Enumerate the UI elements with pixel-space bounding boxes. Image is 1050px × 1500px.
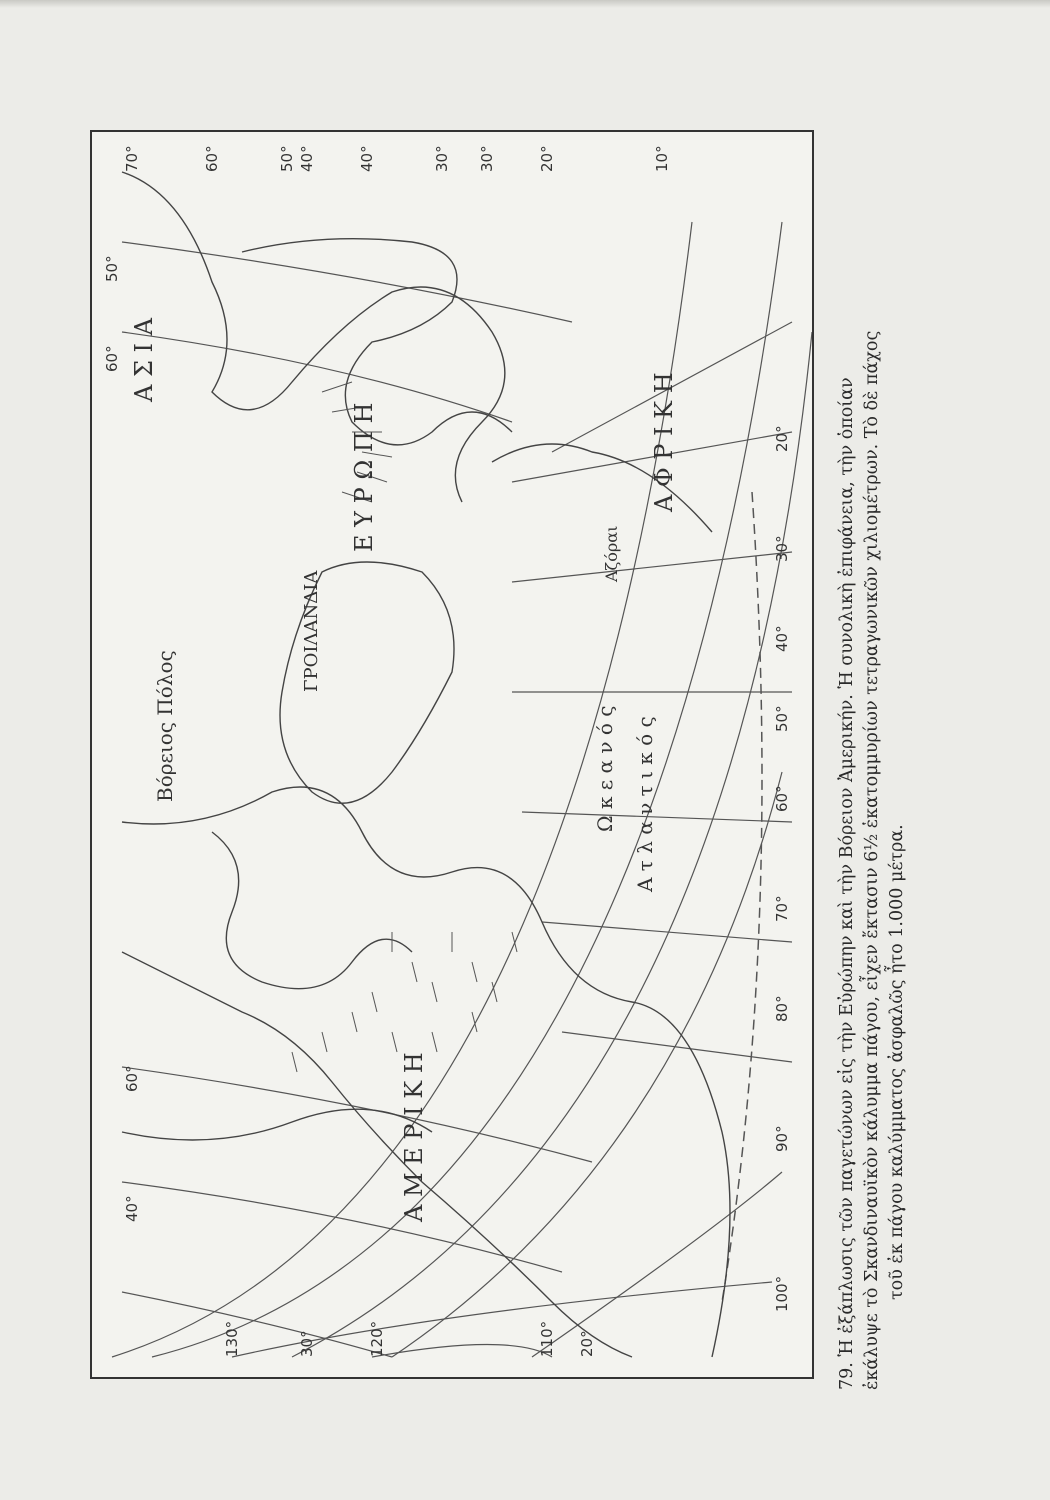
lon-label: 30°: [773, 535, 791, 562]
latitude-arcs: [112, 222, 812, 1357]
lon-label: 50°: [103, 255, 121, 282]
coast-hudson: [122, 1109, 432, 1140]
lon-label: 90°: [773, 1125, 791, 1152]
map-drawing: [92, 132, 812, 1377]
lat-label: 40°: [123, 1195, 141, 1222]
lon-label: 80°: [773, 995, 791, 1022]
lon-label: 50°: [773, 705, 791, 732]
lon-label: 20°: [773, 425, 791, 452]
lon-line-9: [562, 1032, 792, 1062]
longitude-lines: [122, 242, 792, 1357]
lon-line-1: [122, 242, 572, 322]
label-america: Α Μ Ε Ρ Ι Κ Η: [400, 1052, 428, 1222]
label-africa: Α Φ Ρ Ι Κ Η: [650, 372, 678, 512]
label-north-pole: Βόρειος Πόλος: [153, 650, 177, 802]
page-edge: [0, 0, 1050, 8]
glacier-map: [90, 130, 814, 1379]
lon-label: 60°: [103, 345, 121, 372]
lat-label: 60°: [123, 1065, 141, 1092]
lon-line-11: [122, 1182, 562, 1272]
lon-line-8: [542, 922, 792, 942]
label-greenland: ΓΡΟΙΛΑΝΔΙΑ: [301, 570, 322, 692]
lat-label: 40°: [298, 145, 316, 172]
arc-lat-3: [392, 772, 782, 1357]
arc-lat-1: [152, 222, 782, 1357]
lon-line-10: [122, 1067, 592, 1162]
coast-africa: [492, 444, 712, 532]
label-europe: Ε Υ Ρ Ω Π Η: [350, 402, 378, 552]
label-ocean-1: Α τ λ α ν τ ι κ ό ς: [633, 716, 657, 892]
lat-label: 30°: [433, 145, 451, 172]
lon-line-13: [372, 1345, 552, 1358]
lon-line-7: [522, 812, 792, 822]
coast-america-west: [122, 952, 632, 1357]
coast-europe: [122, 172, 505, 502]
ice-flow-arrows: [292, 382, 517, 1072]
lon-line-2: [122, 332, 512, 422]
caption-line-1: 79. Ἡ ἐξάπλωσις τῶν παγετώνων εἰς τὴν Εὐρώπην καὶ τὴν Βόρειον Ἀμερικήν. Ἡ συνολικὴ ἐπιφάνεια, τὴν ὁποίαν: [837, 377, 857, 1390]
label-ocean-2: Ω κ ε α ν ό ς: [593, 705, 617, 832]
label-azores: Αζόραι: [602, 525, 621, 582]
caption-line-3: τοῦ ἐκ πάγου καλύμματος ἀσφαλῶς ἦτο 1.000 μέτρα.: [887, 824, 907, 1300]
label-asia: Α Σ Ι Α: [130, 318, 158, 402]
lon-label: 120°: [368, 1320, 386, 1357]
lon-label: 100°: [773, 1275, 791, 1312]
lon-label: 110°: [538, 1320, 556, 1357]
lat-label: 50°: [278, 145, 296, 172]
lon-label: 60°: [773, 785, 791, 812]
lat-label: 10°: [653, 145, 671, 172]
arrows-america: [292, 932, 517, 1072]
ice-limit-line: [722, 492, 762, 1302]
lat-label: 30°: [478, 145, 496, 172]
lon-label: 70°: [773, 895, 791, 922]
lat-label: 20°: [578, 1330, 596, 1357]
lon-label: 40°: [773, 625, 791, 652]
lat-label: 20°: [538, 145, 556, 172]
lat-label: 40°: [358, 145, 376, 172]
coast-arctic-islands: [212, 832, 412, 989]
lon-label: 130°: [223, 1320, 241, 1357]
figure-caption: [835, 140, 945, 1390]
lon-line-5: [512, 552, 792, 582]
caption-line-2: ἐκάλυψε τὸ Σκανδιναυϊκὸν κάλυμμα πάγου, εἶχεν ἔκτασιν 6½ ἑκατομμυρίων τετραγωνικῶν χιλιομέτρων. Τὸ δὲ πάχος: [862, 330, 882, 1390]
lat-label: 60°: [203, 145, 221, 172]
lat-label: 70°: [123, 145, 141, 172]
lat-label: 30°: [298, 1330, 316, 1357]
lon-line-14: [122, 1292, 392, 1357]
